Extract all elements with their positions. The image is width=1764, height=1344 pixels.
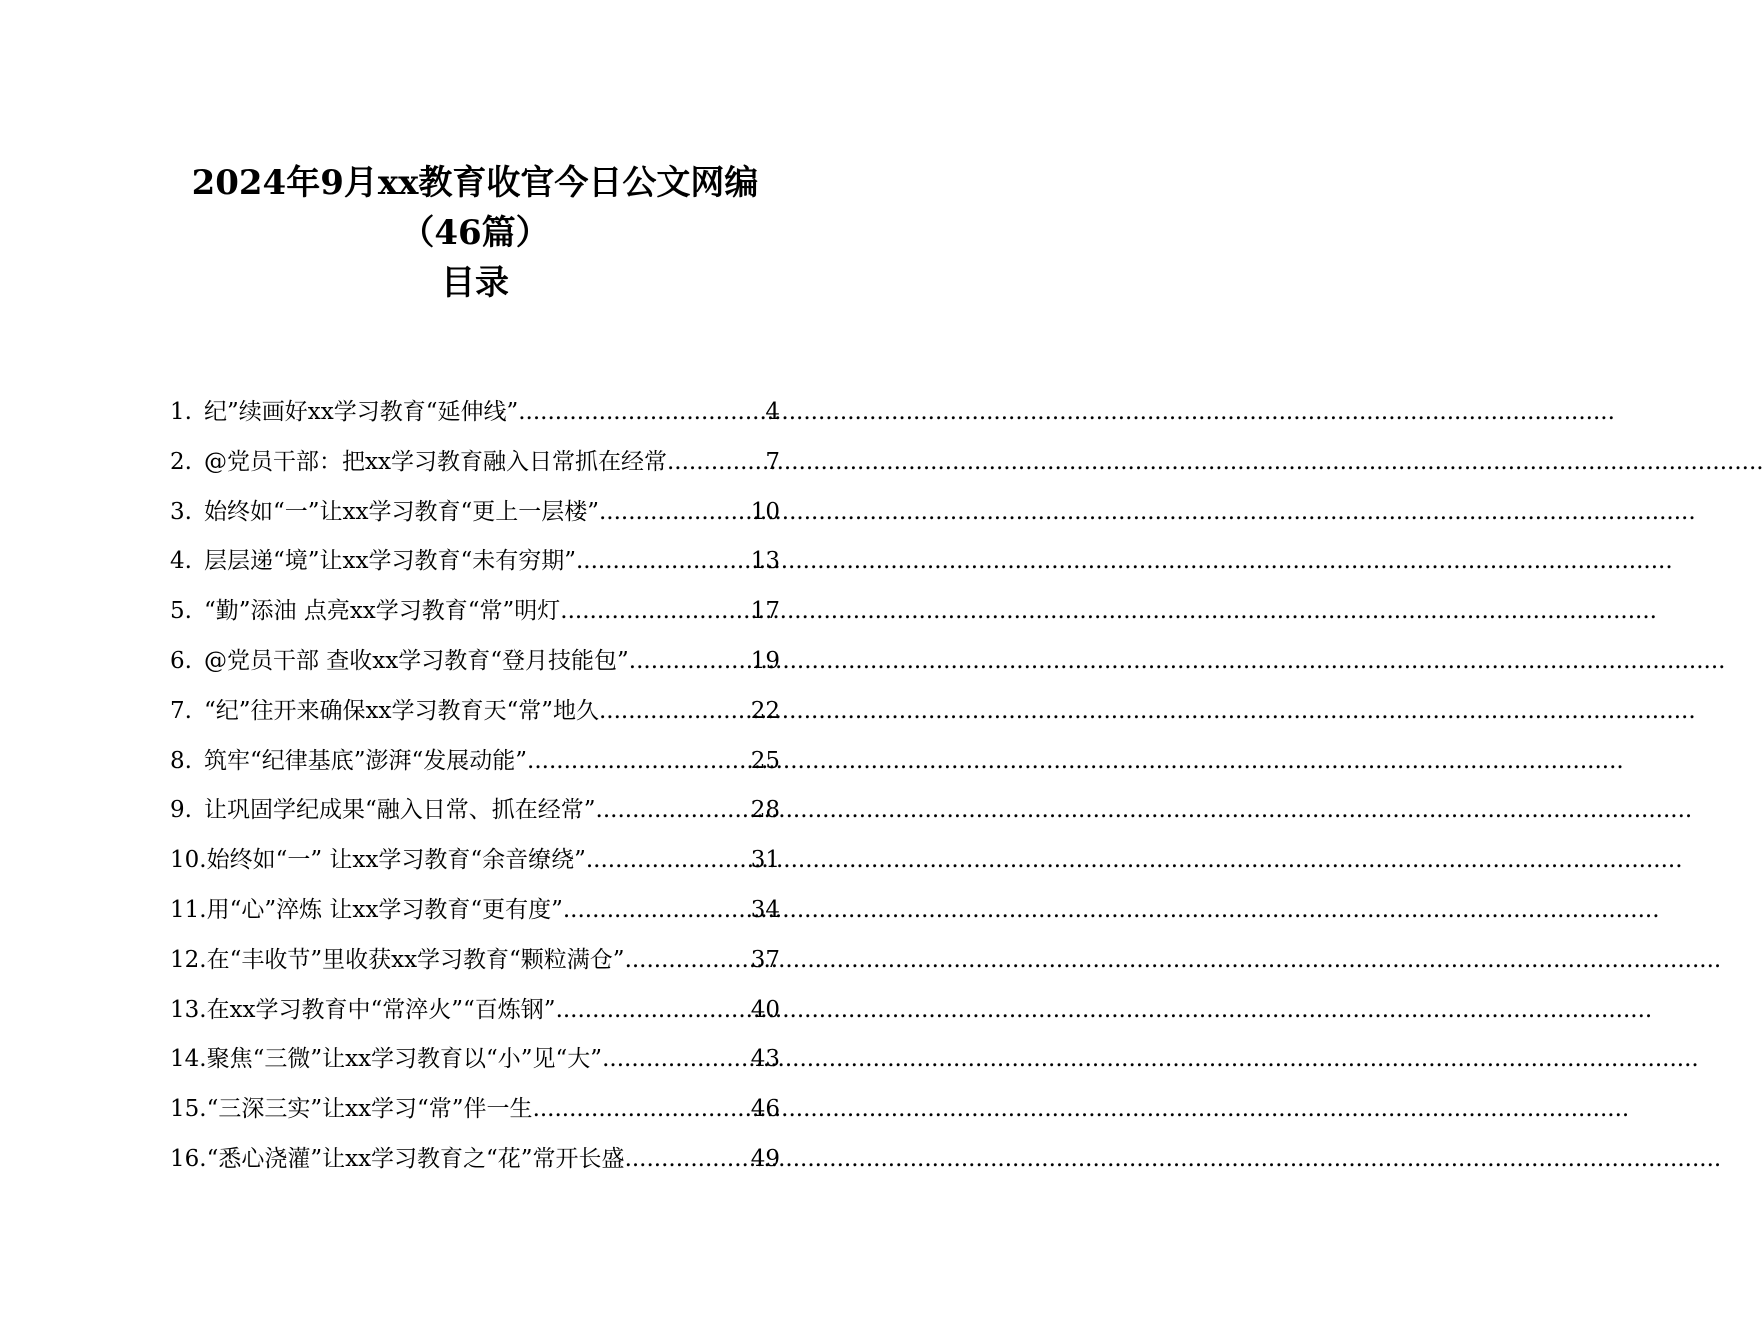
toc-entry-page: 43 (750, 1046, 780, 1073)
toc-entry[interactable] (170, 587, 780, 637)
toc-entry-title: 筑牢“纪律基底”澎湃“发展动能” (204, 747, 528, 774)
toc-entry-page: 4 (765, 399, 780, 425)
toc-entry-number: 14. (170, 1046, 207, 1073)
toc-dot-leader (586, 836, 751, 886)
toc-entry[interactable] (170, 886, 780, 936)
toc-entry-page: 28 (750, 797, 780, 824)
toc-entry-number: 7. (170, 697, 192, 724)
toc-entry[interactable] (170, 388, 780, 438)
toc-entry[interactable] (170, 936, 780, 986)
title-block (0, 158, 950, 308)
toc-dot-leader (625, 1135, 751, 1185)
toc-entry-page: 17 (750, 598, 780, 625)
toc-entry[interactable] (170, 986, 780, 1036)
toc-entry-number: 16. (170, 1145, 207, 1172)
toc-entry-title: 在“丰收节”里收获xx学习教育“颗粒满仓” (206, 946, 625, 973)
toc-entry-page: 7 (765, 448, 780, 475)
toc-entry-title: 用“心”淬炼 让xx学习教育“更有度” (206, 896, 563, 923)
toc-entry-title: @党员干部：把xx学习教育融入日常抓在经常 (204, 448, 667, 475)
toc-entry-title: @党员干部 查收xx学习教育“登月技能包” (204, 647, 629, 674)
toc-entry[interactable] (170, 438, 780, 488)
toc-entry-title: 层层递“境”让xx学习教育“未有穷期” (204, 548, 576, 575)
toc-entry[interactable] (170, 1135, 780, 1185)
toc-entry[interactable] (170, 537, 780, 587)
toc-entry-title: 让巩固学纪成果“融入日常、抓在经常” (204, 797, 596, 824)
toc-entry-title: 聚焦“三微”让xx学习教育以“小”见“大” (206, 1046, 603, 1073)
toc-dot-leader (533, 1085, 751, 1135)
toc-entry-title: 在xx学习教育中“常淬火”“百炼钢” (206, 996, 556, 1023)
toc-entry-number: 15. (170, 1096, 207, 1123)
toc-entry-number: 5. (170, 598, 192, 625)
toc-entry-number: 11. (170, 896, 207, 923)
toc-dot-leader (629, 637, 751, 687)
toc-dot-leader (625, 936, 751, 986)
toc-entry-page: 34 (750, 896, 780, 923)
toc-dot-leader (599, 687, 751, 737)
toc-entry-number: 1. (170, 399, 192, 425)
toc-dot-leader (576, 537, 751, 587)
toc-entry-number: 4. (170, 548, 192, 575)
toc-entry-number: 12. (170, 946, 207, 973)
document-subtitle: （46篇） (400, 213, 550, 253)
toc-entry-title: “三深三实”让xx学习“常”伴一生 (206, 1096, 533, 1123)
toc-entry[interactable] (170, 1035, 780, 1085)
toc-entry-page: 10 (750, 498, 780, 525)
toc-dot-leader (599, 488, 751, 538)
toc-entry-number: 8. (170, 747, 192, 774)
toc-entry-page: 13 (750, 548, 780, 575)
toc-entry-number: 9. (170, 797, 192, 824)
toc-entry[interactable] (170, 1085, 780, 1135)
toc-entry[interactable] (170, 786, 780, 836)
toc-dot-leader (667, 438, 765, 488)
toc-entry-title: “勤”添油 点亮xx学习教育“常”明灯 (204, 598, 561, 625)
toc-entry-title: “悉心浇灌”让xx学习教育之“花”常开长盛 (206, 1145, 625, 1172)
toc-entry[interactable] (170, 737, 780, 787)
toc-entry-title: 纪”续画好xx学习教育“延伸线” (204, 399, 519, 425)
toc-entry-number: 6. (170, 647, 192, 674)
toc-entry-page: 31 (750, 847, 780, 874)
toc-entry-page: 49 (750, 1145, 780, 1172)
toc-entry-number: 2. (170, 448, 192, 475)
toc-entry[interactable] (170, 687, 780, 737)
toc-dot-leader (560, 587, 750, 637)
toc-entry-page: 19 (750, 647, 780, 674)
toc-entry[interactable] (170, 836, 780, 886)
toc-entry-number: 13. (170, 996, 207, 1023)
toc-entry-page: 37 (750, 946, 780, 973)
toc-heading: 目录 (441, 263, 509, 303)
toc-entry[interactable] (170, 488, 780, 538)
toc-dot-leader (556, 986, 751, 1036)
toc-entry-title: 始终如“一”让xx学习教育“更上一层楼” (204, 498, 599, 525)
toc-dot-leader (602, 1035, 751, 1085)
toc-dot-leader (527, 737, 751, 787)
toc-dot-leader (596, 786, 751, 836)
toc-entry-number: 10. (170, 847, 207, 874)
toc-entry-title: 始终如“一” 让xx学习教育“余音缭绕” (206, 847, 586, 874)
toc-entry-page: 46 (750, 1096, 780, 1123)
toc-entry-page: 40 (750, 996, 780, 1023)
table-of-contents (170, 388, 780, 1185)
toc-entry-page: 22 (750, 697, 780, 724)
toc-entry-title: “纪”往开来确保xx学习教育天“常”地久 (204, 697, 599, 724)
toc-dot-leader (563, 886, 751, 936)
toc-entry-number: 3. (170, 498, 192, 525)
toc-dot-leader (518, 388, 765, 438)
toc-entry-page: 25 (750, 747, 780, 774)
document-title: 2024年9月xx教育收官今日公文网编 (191, 163, 759, 203)
toc-entry[interactable] (170, 637, 780, 687)
